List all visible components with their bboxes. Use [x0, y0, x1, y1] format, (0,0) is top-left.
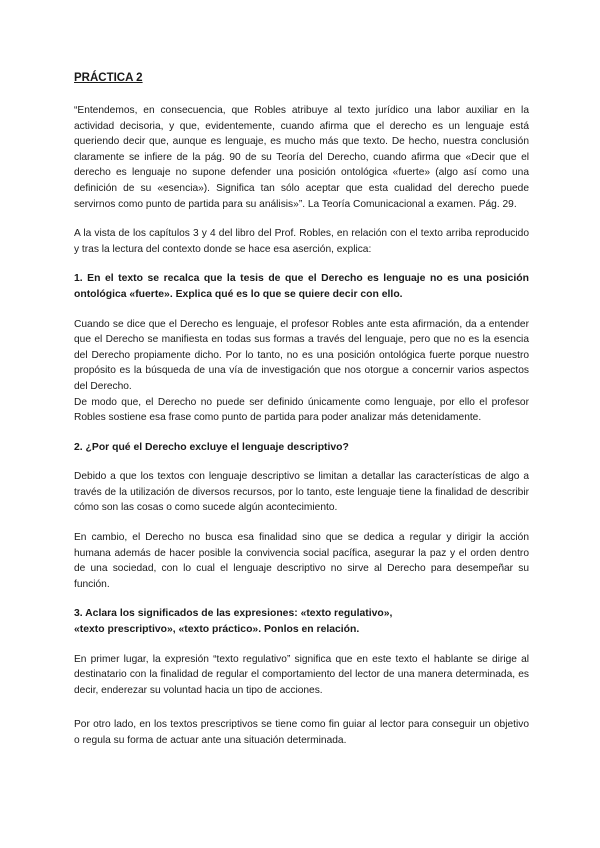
- answer-2-paragraph-1: Debido a que los textos con lenguaje descriptivo se limitan a detallar las características de algo a través de la utilización de diversos recursos, por lo tanto, este lenguaje tiene la finalidad de describir cómo son las cosas o como sucede algún acontecimiento.: [74, 471, 529, 514]
- answer-3-paragraph-2: Por otro lado, en los textos prescriptivos se tiene como fin guiar al lector para conseguir un objetivo o regula su forma de actuar ante una situación determinada.: [74, 719, 529, 746]
- answer-2-paragraph-2: En cambio, el Derecho no busca esa finalidad sino que se dedica a regular y dirigir la acción humana además de hacer posible la convivencia social pacífica, asegurar la paz y el orden dentro de una sociedad, con lo cual el lenguaje descriptivo no sirve al Derecho para desempeñar su función.: [74, 532, 529, 590]
- question-2: 2. ¿Por qué el Derecho excluye el lenguaje descriptivo?: [74, 441, 349, 453]
- document-page: [74, 70, 529, 749]
- answer-1-paragraph-1: Cuando se dice que el Derecho es lenguaje, el profesor Robles ante esta afirmación, da a entender que el Derecho se manifiesta en todas sus formas a través del lenguaje, pero que no es la esencia del Derecho propiamente dicho. Por lo tanto, no es una posición ontológica fuerte porque nuestro propósito es la búsqueda de una vía de investigación que nos otorgue a concernir varios aspectos del Derecho.: [74, 318, 529, 392]
- question-1: 1. En el texto se recalca que la tesis de que el Derecho es lenguaje no es una posición ontológica «fuerte». Explica qué es lo que se quiere decir con ello.: [74, 273, 529, 300]
- page-title: PRÁCTICA 2: [74, 72, 143, 84]
- answer-3-paragraph-1: En primer lugar, la expresión “texto regulativo” significa que en este texto el hablante se dirige al destinatario con la finalidad de regular el comportamiento del lector de una manera determinada, es decir, enderezar su voluntad hacia un tipo de acciones.: [74, 653, 529, 696]
- question-3-line-2: «texto prescriptivo», «texto práctico». Ponlos en relación.: [74, 624, 360, 636]
- quote-paragraph: “Entendemos, en consecuencia, que Robles atribuye al texto jurídico una labor auxiliar en la actividad decisoria, y que, evidentemente, cuando afirma que el derecho es un lenguaje está queriendo decir que, aunque es lenguaje, es mucho más que texto. De hecho, nuestra conclusión claramente se infiere de la pág. 90 de su Teoría del Derecho, cuando afirma que «Decir que el derecho es lenguaje no supone defender una posición ontológica «fuerte» (algo así como una definición de su «esencia»). Significa tan sólo aceptar que esta cualidad del derecho puede servirnos como punto de partida para su análisis»”. La Teoría Comunicacional a examen. Pág. 29.: [74, 105, 529, 210]
- answer-1-paragraph-2: De modo que, el Derecho no puede ser definido únicamente como lenguaje, por ello el profesor Robles sostiene esa frase como punto de partida para poder analizar más detenidamente.: [74, 396, 529, 424]
- question-3-line-1: 3. Aclara los significados de las expresiones: «texto regulativo»,: [74, 608, 393, 620]
- intro-paragraph: A la vista de los capítulos 3 y 4 del libro del Prof. Robles, en relación con el texto arriba reproducido y tras la lectura del contexto donde se hace esa aserción, explica:: [74, 228, 529, 255]
